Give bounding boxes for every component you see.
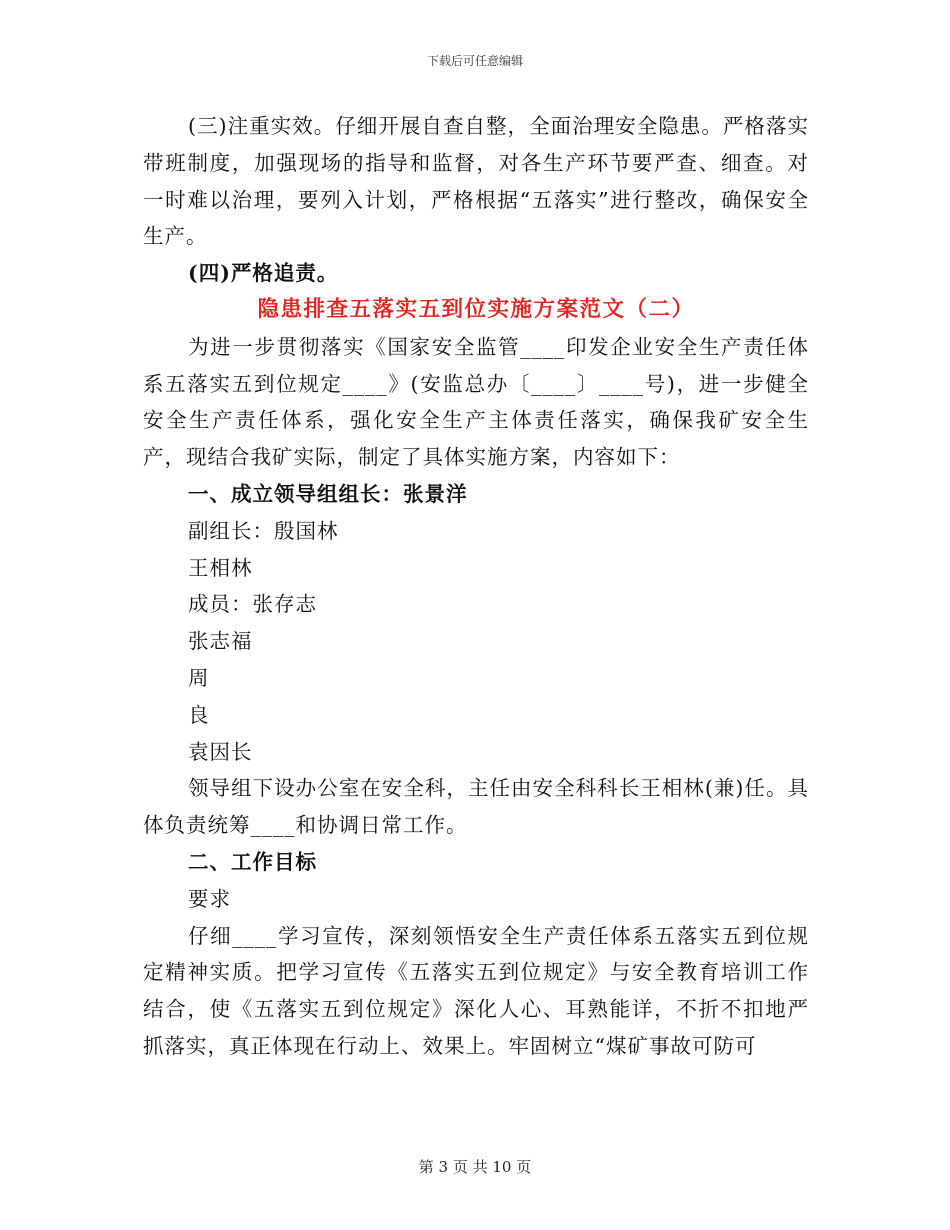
member-line: 张志福	[188, 629, 253, 654]
member-line: 良	[188, 702, 210, 727]
paragraph-intro: 为进一步贯彻落实《国家安全监管____印发企业安全生产责任体系五落实五到位规定____》(安监总办〔____〕____号)，进一步健全安全生产责任体系，强化安全生产主体责任落实，确保我矿安全生产，现结合我矿实际，制定了具体实施方案，内容如下：	[143, 334, 809, 470]
section-heading-work-goals: 二、工作目标	[188, 849, 317, 874]
member-line: 王相林	[188, 555, 253, 580]
page-number: 第 3 页 共 10 页	[418, 1158, 532, 1176]
section-heading-leadership-group: 一、成立领导组组长：张景洋	[188, 481, 468, 506]
member-line: 副组长：殷国林	[188, 518, 339, 543]
member-line: 周	[188, 665, 210, 690]
paragraph-study-publicity: 仔细____学习宣传，深刻领悟安全生产责任体系五落实五到位规定精神实质。把学习宣传《五落实五到位规定》与安全教育培训工作结合，使《五落实五到位规定》深化人心、耳熟能详，不折不扣地严抓落实，真正体现在行动上、效果上。牢固树立“煤矿事故可防可	[143, 923, 809, 1058]
member-line: 袁因长	[188, 739, 253, 764]
paragraph-zhuzhong-shixiao: (三)注重实效。仔细开展自查自整，全面治理安全隐患。严格落实带班制度，加强现场的指导和监督，对各生产环节要严查、细查。对一时难以治理，要列入计划，严格根据“五落实”进行整改，确保安全生产。	[143, 114, 809, 249]
document-body	[143, 108, 809, 1065]
member-line: 成员：张存志	[188, 592, 317, 617]
document-title: 隐患排查五落实五到位实施方案范文（二）	[257, 296, 695, 322]
heading-yange-zhuize: (四)严格追责。	[188, 261, 339, 286]
paragraph-office: 领导组下设办公室在安全科，主任由安全科科长王相林(兼)任。具体负责统筹____和协调日常工作。	[143, 776, 809, 838]
page-header-note: 下载后可任意编辑	[426, 54, 523, 68]
paragraph-requirements-label: 要求	[188, 886, 231, 911]
